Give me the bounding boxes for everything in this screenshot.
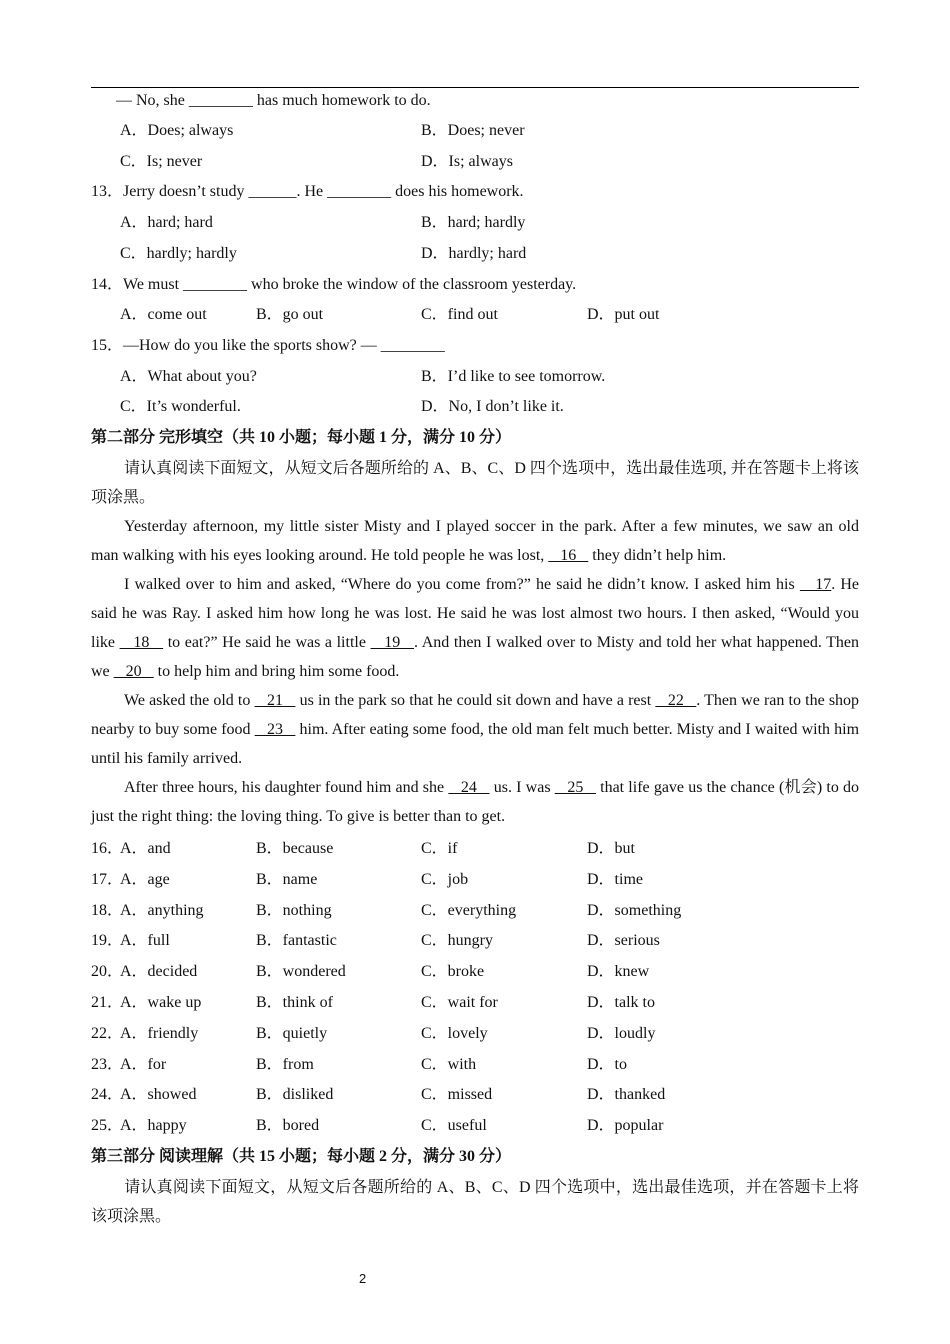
passage-text: We asked the old to — [124, 692, 251, 709]
part3-heading: 第三部分 阅读理解（共 15 小题；每小题 2 分，满分 30 分） — [91, 1148, 512, 1165]
question-20-option-a: A．decided — [120, 963, 198, 980]
q12-option-a: A．Does; always — [120, 122, 234, 139]
part2-heading: 第二部分 完形填空（共 10 小题；每小题 1 分，满分 10 分） — [91, 429, 512, 446]
question-number: 23． — [91, 1056, 124, 1073]
q12-option-d: D．Is; always — [421, 153, 513, 170]
question-17-option-a: A．age — [120, 871, 170, 888]
blank-23: 23 — [254, 721, 296, 738]
passage-text: Yesterday afternoon, my little sister Misty and I played soccer in the park. After a few minutes, we saw an old man walking with his eyes looking around. He told people he was lost, — [91, 518, 859, 564]
passage-text: us. I was — [493, 779, 551, 796]
question-24-option-d: D．thanked — [587, 1086, 666, 1103]
passage-text: to help him and bring him some food. — [157, 663, 400, 680]
q14-option-b: B．go out — [256, 306, 324, 323]
question-22-option-c: C．lovely — [421, 1025, 488, 1042]
part3-instruction-text: 请认真阅读下面短文，从短文后各题所给的 A、B、C、D 四个选项中，选出最佳选项，并在答题卡上将该项涂黑。 — [91, 1179, 859, 1225]
passage-text: they didn’t help him. — [592, 547, 727, 564]
question-25-option-a: A．happy — [120, 1117, 187, 1134]
q12-option-c: C．Is; never — [120, 153, 203, 170]
question-17-option-b: B．name — [256, 871, 318, 888]
question-22-option-d: D．loudly — [587, 1025, 656, 1042]
page-number: 2 — [359, 1271, 367, 1286]
q14-option-a: A．come out — [120, 306, 207, 323]
question-number: 22． — [91, 1025, 124, 1042]
blank-17: 17 — [799, 576, 832, 593]
question-17-option-d: D．time — [587, 871, 643, 888]
passage-text: him. After eating some food, the old man felt much better. Misty and I waited with him until his family arrived. — [91, 721, 860, 767]
question-19-option-a: A．full — [120, 932, 170, 949]
question-16-option-a: A．and — [120, 840, 171, 857]
question-number: 21． — [91, 994, 124, 1011]
question-21-option-d: D．talk to — [587, 994, 655, 1011]
blank-16: 16 — [548, 547, 589, 564]
question-16-option-c: C．if — [421, 840, 458, 857]
q13-option-c: C．hardly; hardly — [120, 245, 237, 262]
question-18-option-a: A．anything — [120, 902, 204, 919]
question-18-option-b: B．nothing — [256, 902, 332, 919]
question-number: 18． — [91, 902, 124, 919]
passage-text: us in the park so that he could sit down and have a rest — [299, 692, 652, 709]
passage-text: that life gave us the chance (机会) to do just the right thing: the loving thing. To give is better than to get. — [91, 779, 860, 825]
question-23-option-d: D．to — [587, 1056, 628, 1073]
question-22-option-a: A．friendly — [120, 1025, 199, 1042]
question-25-option-c: C．useful — [421, 1117, 487, 1134]
question-number: 19． — [91, 932, 124, 949]
q15-option-c: C．It’s wonderful. — [120, 398, 241, 415]
part3-instruction — [91, 1173, 859, 1231]
q14-option-c: C．find out — [421, 306, 498, 323]
question-20-option-d: D．knew — [587, 963, 650, 980]
question-24-option-b: B．disliked — [256, 1086, 334, 1103]
question-19-option-b: B．fantastic — [256, 932, 337, 949]
question-23-option-c: C．with — [421, 1056, 477, 1073]
passage-text: . And then I walked over to Misty and told her what happened. Then we — [91, 634, 860, 680]
blank-18: 18 — [119, 634, 164, 651]
q12-option-b: B．Does; never — [421, 122, 525, 139]
q13-option-d: D．hardly; hard — [421, 245, 527, 262]
blank-25: 25 — [554, 779, 596, 796]
blank-19: 19 — [370, 634, 415, 651]
question-20-option-b: B．wondered — [256, 963, 346, 980]
blank-21: 21 — [254, 692, 296, 709]
question-18-option-d: D．something — [587, 902, 682, 919]
passage-text: . Then we ran to the shop nearby to buy some food — [91, 692, 860, 738]
q14-stem: 14．We must ________ who broke the window of the classroom yesterday. — [91, 276, 577, 293]
question-number: 16． — [91, 840, 124, 857]
question-23-option-a: A．for — [120, 1056, 167, 1073]
passage-text: After three hours, his daughter found him and she — [124, 779, 445, 796]
question-20-option-c: C．broke — [421, 963, 485, 980]
question-16-option-d: D．but — [587, 840, 636, 857]
passage-paragraph-4 — [91, 773, 859, 831]
q15-option-b: B．I’d like to see tomorrow. — [421, 368, 606, 385]
question-18-option-c: C．everything — [421, 902, 517, 919]
question-25-option-d: D．popular — [587, 1117, 664, 1134]
passage-paragraph-3 — [91, 686, 859, 773]
question-22-option-b: B．quietly — [256, 1025, 328, 1042]
passage-text: . He said he was Ray. I asked him how long he was lost. He said he was lost almost two hours. I then asked, “Would you like — [91, 576, 860, 651]
passage-paragraph-2 — [91, 570, 859, 686]
part2-instruction — [91, 454, 859, 512]
question-number: 17． — [91, 871, 124, 888]
question-23-option-b: B．from — [256, 1056, 314, 1073]
question-21-option-a: A．wake up — [120, 994, 202, 1011]
q15-stem: 15．—How do you like the sports show? — ________ — [91, 337, 445, 354]
header-rule — [91, 87, 859, 88]
question-number: 20． — [91, 963, 124, 980]
q13-option-b: B．hard; hardly — [421, 214, 526, 231]
blank-20: 20 — [113, 663, 154, 680]
question-24-option-c: C．missed — [421, 1086, 493, 1103]
question-19-option-d: D．serious — [587, 932, 660, 949]
question-number: 24． — [91, 1086, 124, 1103]
passage-paragraph-1 — [91, 512, 859, 570]
q12-tail: — No, she ________ has much homework to do. — [116, 92, 431, 109]
question-19-option-c: C．hungry — [421, 932, 494, 949]
question-16-option-b: B．because — [256, 840, 334, 857]
q15-option-d: D．No, I don’t like it. — [421, 398, 564, 415]
question-24-option-a: A．showed — [120, 1086, 197, 1103]
q15-option-a: A．What about you? — [120, 368, 257, 385]
blank-24: 24 — [448, 779, 490, 796]
part2-instruction-text: 请认真阅读下面短文，从短文后各题所给的 A、B、C、D 四个选项中，选出最佳选项, 并在答题卡上将该项涂黑。 — [91, 460, 859, 506]
q13-stem: 13．Jerry doesn’t study ______. He ________ does his homework. — [91, 183, 524, 200]
question-number: 25． — [91, 1117, 124, 1134]
blank-22: 22 — [655, 692, 697, 709]
question-17-option-c: C．job — [421, 871, 469, 888]
question-25-option-b: B．bored — [256, 1117, 320, 1134]
question-21-option-b: B．think of — [256, 994, 333, 1011]
q14-option-d: D．put out — [587, 306, 660, 323]
passage-text: I walked over to him and asked, “Where do you come from?” he said he didn’t know. I asked him his — [124, 576, 795, 593]
question-21-option-c: C．wait for — [421, 994, 498, 1011]
q13-option-a: A．hard; hard — [120, 214, 213, 231]
passage-text: to eat?” He said he was a little — [167, 634, 366, 651]
